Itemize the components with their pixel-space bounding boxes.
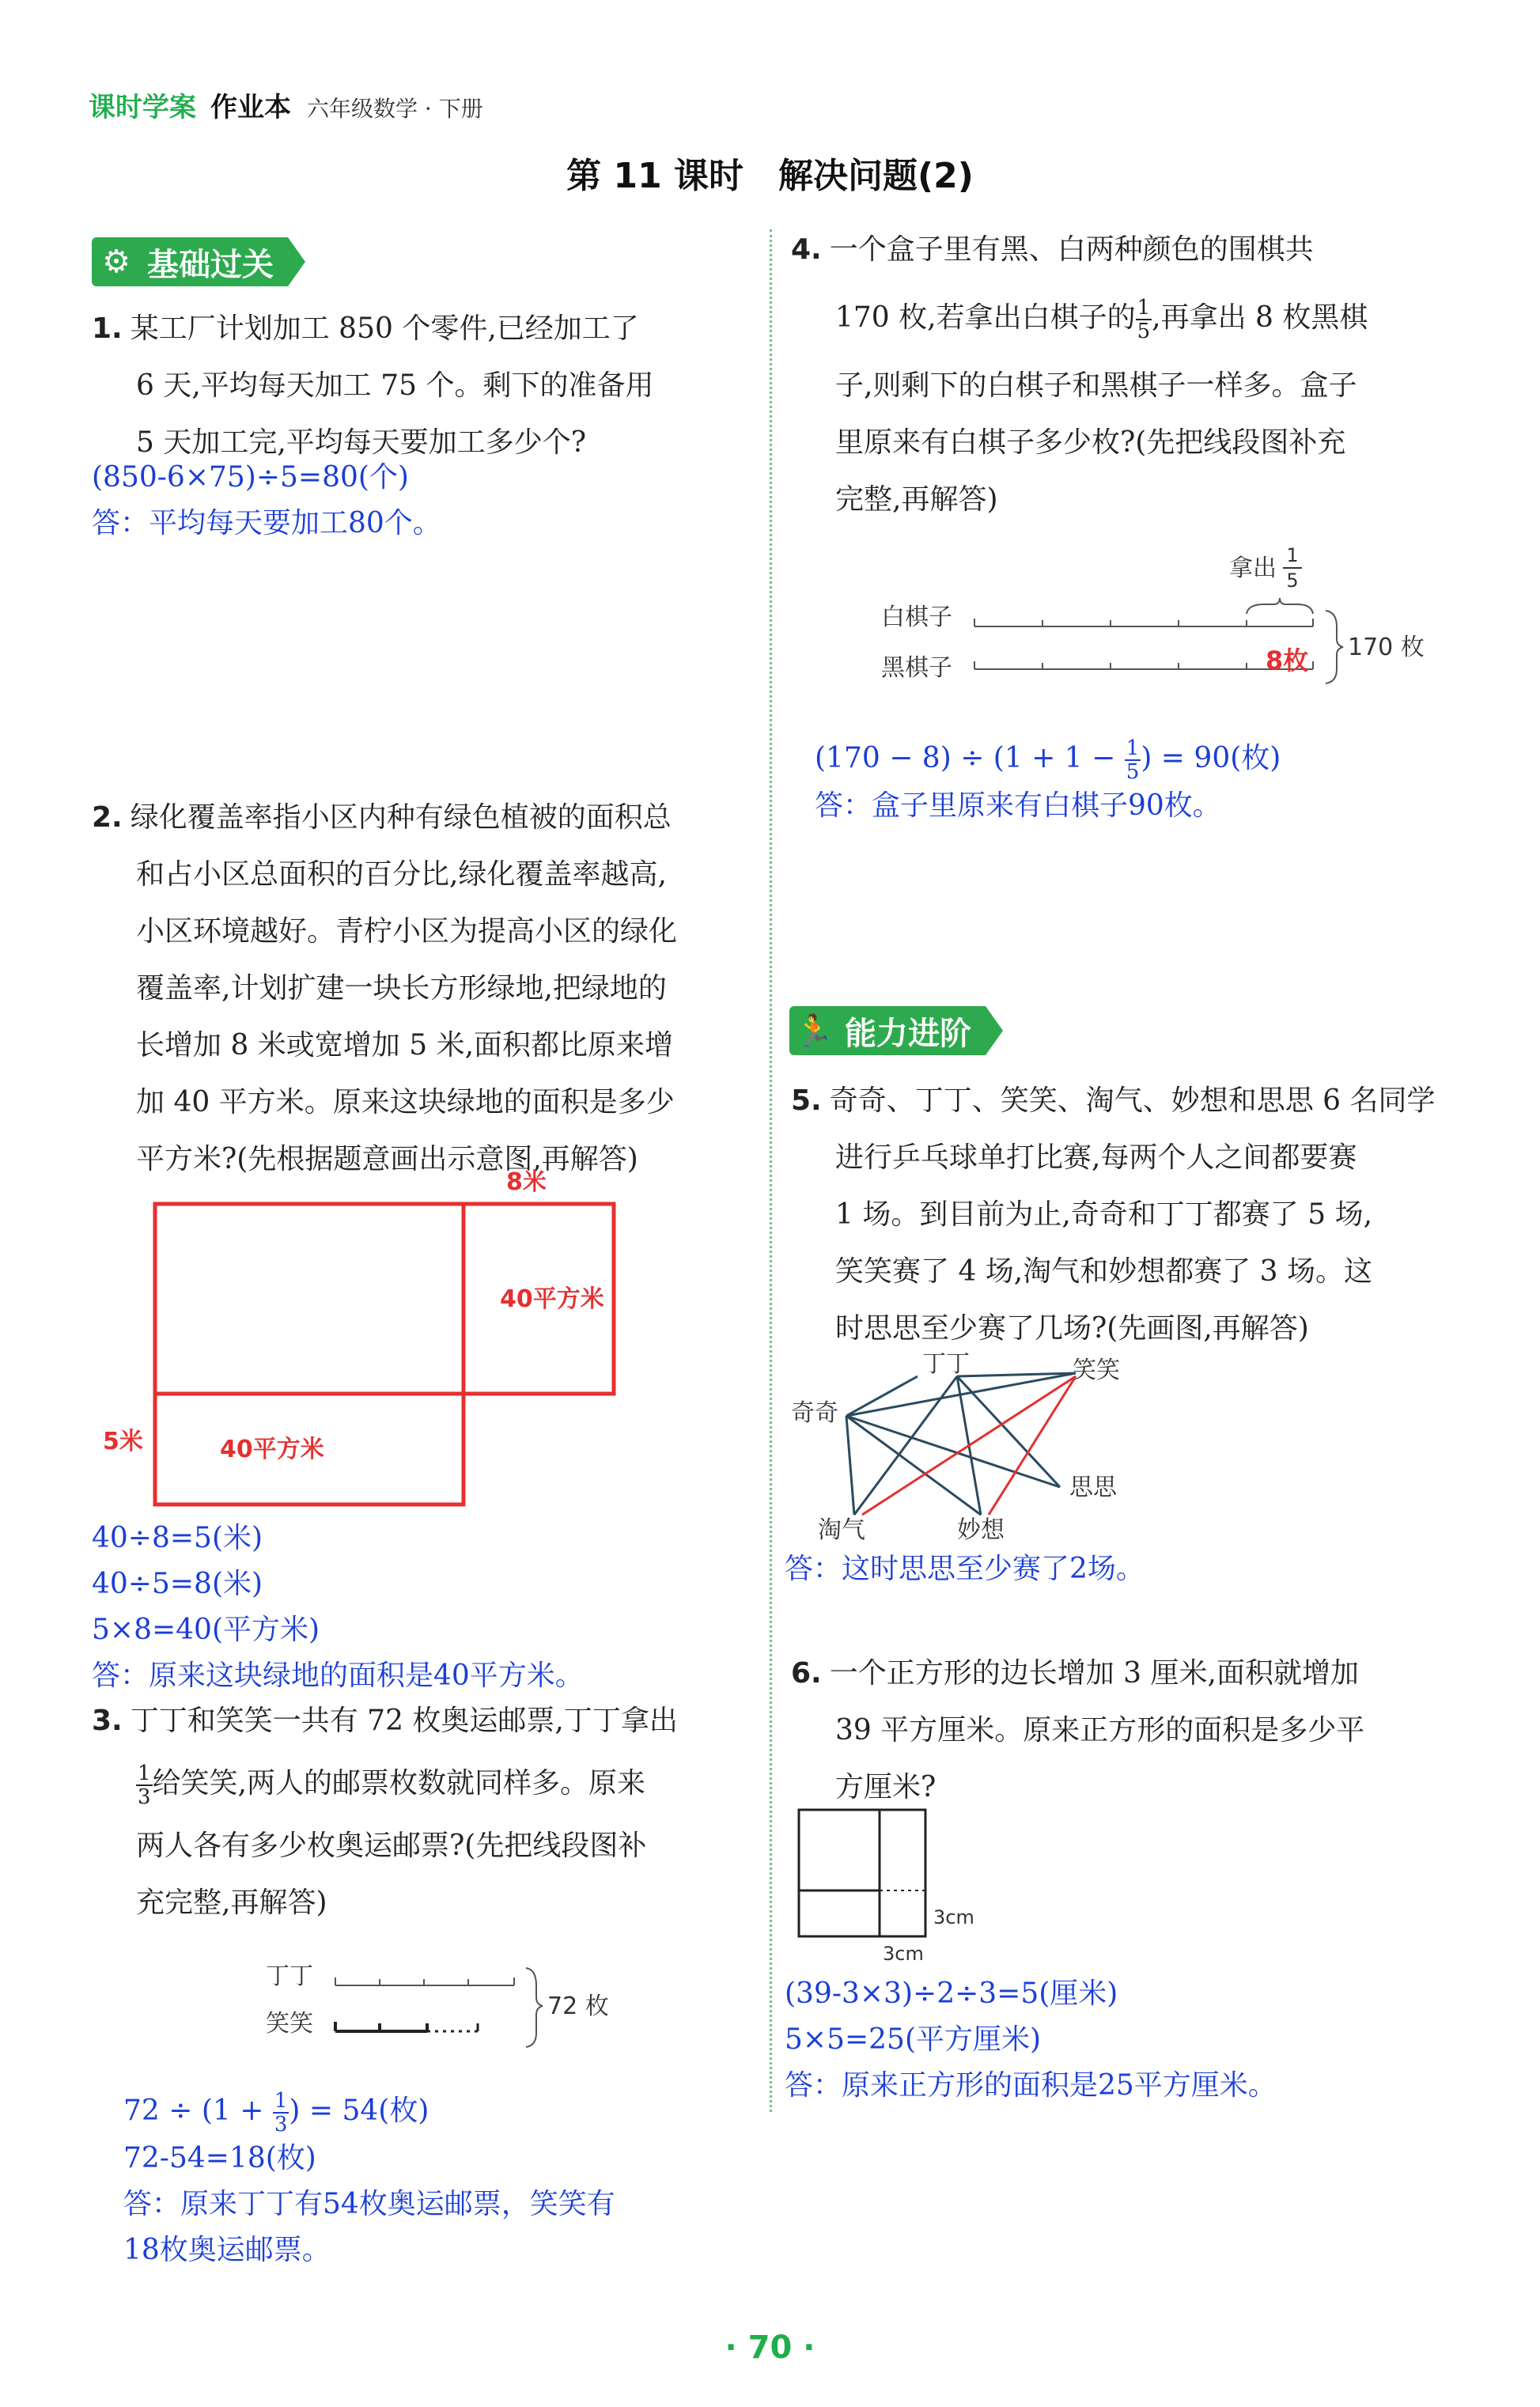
svg-text:奇奇: 奇奇 bbox=[791, 1399, 838, 1427]
label-5m: 5米 bbox=[103, 1428, 143, 1455]
section-label: 基础过关 bbox=[141, 237, 288, 286]
gear-icon: ⚙ bbox=[92, 237, 141, 286]
svg-text:笑笑: 笑笑 bbox=[266, 2010, 313, 2038]
question-6: 6. 一个正方形的边长增加 3 厘米,面积就增加 39 平方厘米。原来正方形的面积是多少平 方厘米? bbox=[791, 1657, 1365, 1803]
svg-text:黑棋子: 黑棋子 bbox=[881, 654, 952, 682]
svg-text:淘气: 淘气 bbox=[818, 1516, 865, 1544]
svg-text:白棋子: 白棋子 bbox=[881, 604, 952, 631]
fraction-one-third-answer: $\frac{1}{3}$ bbox=[274, 2089, 288, 2136]
answer-2: 40÷8=5(米) 40÷5=8(米) 5×8=40(平方米) 答：原来这块绿地的面积是40平方米。 bbox=[92, 1522, 584, 1692]
question-2: 2. 绿化覆盖率指小区内种有绿色植被的面积总 和占小区总面积的百分比,绿化覆盖率越高, 小区环境越好。青柠小区为提高小区的绿化 覆盖率,计划扩建一块长方形绿地,把绿地的 长增加 8 米或宽增加 5 米,面积都比原来增 加 40 平方米。原来这块绿地的面积是多少 平方米?(先根据题意画出示意图,再解答) bbox=[92, 801, 678, 1175]
answer-6: (39-3×3)÷2÷3=5(厘米) 5×5=25(平方厘米) 答：原来正方形的面积是25平方厘米。 bbox=[785, 1977, 1277, 2102]
q5-match-graph bbox=[783, 1345, 1163, 1550]
svg-text:丁丁: 丁丁 bbox=[922, 1350, 970, 1378]
fraction-one-fifth-answer: $\frac{1}{5}$ bbox=[1126, 736, 1140, 784]
section-badge-basic bbox=[92, 237, 305, 286]
book-name: 作业本 bbox=[210, 92, 291, 123]
page-title: 第 11 课时 解决问题(2) bbox=[566, 156, 974, 196]
q3-segment-diagram bbox=[253, 1954, 633, 2064]
q6-square-diagram bbox=[791, 1803, 1028, 1970]
question-5: 5. 奇奇、丁丁、笑笑、淘气、妙想和思思 6 名同学 进行乒乓球单打比赛,每两个人之间都要赛 1 场。到目前为止,奇奇和丁丁都赛了 5 场, 笑笑赛了 4 场,淘气和妙想都赛了 3 场。这 时思思至少赛了几场?(先画图,再解答) bbox=[791, 1084, 1436, 1345]
q2-area-diagram bbox=[87, 1163, 641, 1511]
page-number: · 70 · bbox=[725, 2329, 815, 2366]
label-area-right: 40平方米 bbox=[500, 1285, 604, 1313]
running-header bbox=[89, 85, 483, 124]
label-8m: 8米 bbox=[506, 1168, 547, 1196]
svg-text:5: 5 bbox=[1286, 570, 1299, 592]
runner-icon: 🏃 bbox=[789, 1006, 838, 1055]
question-1: 1. 某工厂计划加工 850 个零件,已经加工了 6 天,平均每天加工 75 个。剩下的准备用 5 天加工完,平均每天要加工多少个? bbox=[92, 312, 654, 459]
fraction-one-third: $\frac{1}{3}$ bbox=[138, 1762, 151, 1809]
svg-text:笑笑: 笑笑 bbox=[1073, 1357, 1120, 1384]
svg-text:72 枚: 72 枚 bbox=[547, 1993, 609, 2020]
svg-text:1: 1 bbox=[1286, 544, 1299, 566]
book-subtitle: 六年级数学 · 下册 bbox=[307, 96, 483, 122]
fraction-one-fifth: $\frac{1}{5}$ bbox=[1137, 296, 1151, 343]
svg-text:3cm: 3cm bbox=[933, 1906, 974, 1928]
section-badge-advance bbox=[789, 1006, 1003, 1055]
svg-text:丁丁: 丁丁 bbox=[266, 1962, 313, 1990]
svg-text:妙想: 妙想 bbox=[957, 1516, 1005, 1544]
column-divider bbox=[770, 229, 772, 2112]
label-8-pieces: 8枚 bbox=[1266, 645, 1309, 676]
question-4: 4. 一个盒子里有黑、白两种颜色的围棋共 170 枚,若拿出白棋子的 $\frac{1}{5}$ ,再拿出 8 枚黑棋 子,则剩下的白棋子和黑棋子一样多。盒子 里原来有白棋子多少枚?(先把线段图补充 完整,再解答) bbox=[791, 233, 1368, 516]
svg-text:3cm: 3cm bbox=[883, 1943, 924, 1965]
svg-text:170 枚: 170 枚 bbox=[1348, 634, 1425, 661]
svg-text:拿出: 拿出 bbox=[1229, 554, 1277, 582]
answer-1: (850-6×75)÷5=80(个) 答：平均每天要加工80个。 bbox=[92, 461, 441, 539]
q4-segment-diagram bbox=[870, 538, 1440, 696]
answer-4: (170 − 8) ÷ (1 + 1 − $\frac{1}{5}$ ) = 90(枚) 答：盒子里原来有白棋子90枚。 bbox=[815, 736, 1281, 822]
svg-text:思思: 思思 bbox=[1069, 1474, 1117, 1501]
question-3: 3. 丁丁和笑笑一共有 72 枚奥运邮票,丁丁拿出 $\frac{1}{3}$ 给笑笑,两人的邮票枚数就同样多。原来 两人各有多少枚奥运邮票?(先把线段图补 充完整,再解答) bbox=[92, 1705, 678, 1919]
original-rect bbox=[155, 1204, 464, 1394]
section-label: 能力进阶 bbox=[838, 1006, 986, 1055]
answer-3: 72 ÷ (1 + $\frac{1}{3}$ ) = 54(枚) 72-54=18(枚) 答：原来丁丁有54枚奥运邮票，笑笑有 18枚奥运邮票。 bbox=[123, 2089, 615, 2266]
answer-5: 答：这时思思至少赛了2场。 bbox=[785, 1553, 1145, 1585]
brand-name: 课时学案 bbox=[89, 92, 196, 123]
label-area-bottom: 40平方米 bbox=[220, 1436, 324, 1463]
